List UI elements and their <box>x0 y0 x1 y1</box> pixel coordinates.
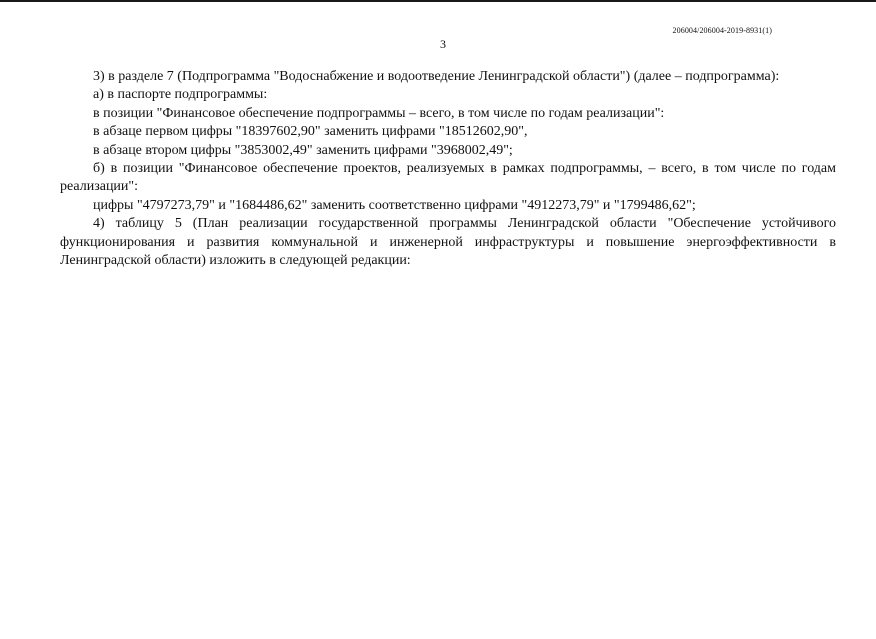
document-body <box>60 68 836 270</box>
paragraph-financing-position: в позиции "Финансовое обеспечение подпрограммы – всего, в том числе по годам реализации": <box>93 105 665 121</box>
paragraph-first-abzac: в абзаце первом цифры "18397602,90" заменить цифрами "18512602,90", <box>93 124 528 140</box>
paragraph-table-5: 4) таблицу 5 (План реализации государственной программы Ленинградской области "Обеспечение устойчивого функционирования и развития коммунальной и инженерной инфраструктуры и повышение энергоэффективности в Ленинградской области) изложить в следующей редакции: <box>60 216 836 269</box>
paragraph-projects-financing: б) в позиции "Финансовое обеспечение проектов, реализуемых в рамках подпрограммы, – всего, в том числе по годам реализации": <box>60 161 836 195</box>
paragraph-figures-replacement: цифры "4797273,79" и "1684486,62" заменить соответственно цифрами "4912273,79" и "1799486,62"; <box>93 197 696 213</box>
document-code: 206004/206004-2019-8931(1) <box>672 26 772 35</box>
paragraph-section-7: 3) в разделе 7 (Подпрограмма "Водоснабжение и водоотведение Ленинградской области") (далее – подпрограмма): <box>93 69 780 84</box>
paragraph-second-abzac: в абзаце втором цифры "3853002,49" заменить цифрами "3968002,49"; <box>93 142 513 158</box>
scan-top-edge <box>0 0 876 2</box>
paragraph-passport: а) в паспорте подпрограммы: <box>93 87 268 103</box>
page-number: 3 <box>440 37 446 51</box>
